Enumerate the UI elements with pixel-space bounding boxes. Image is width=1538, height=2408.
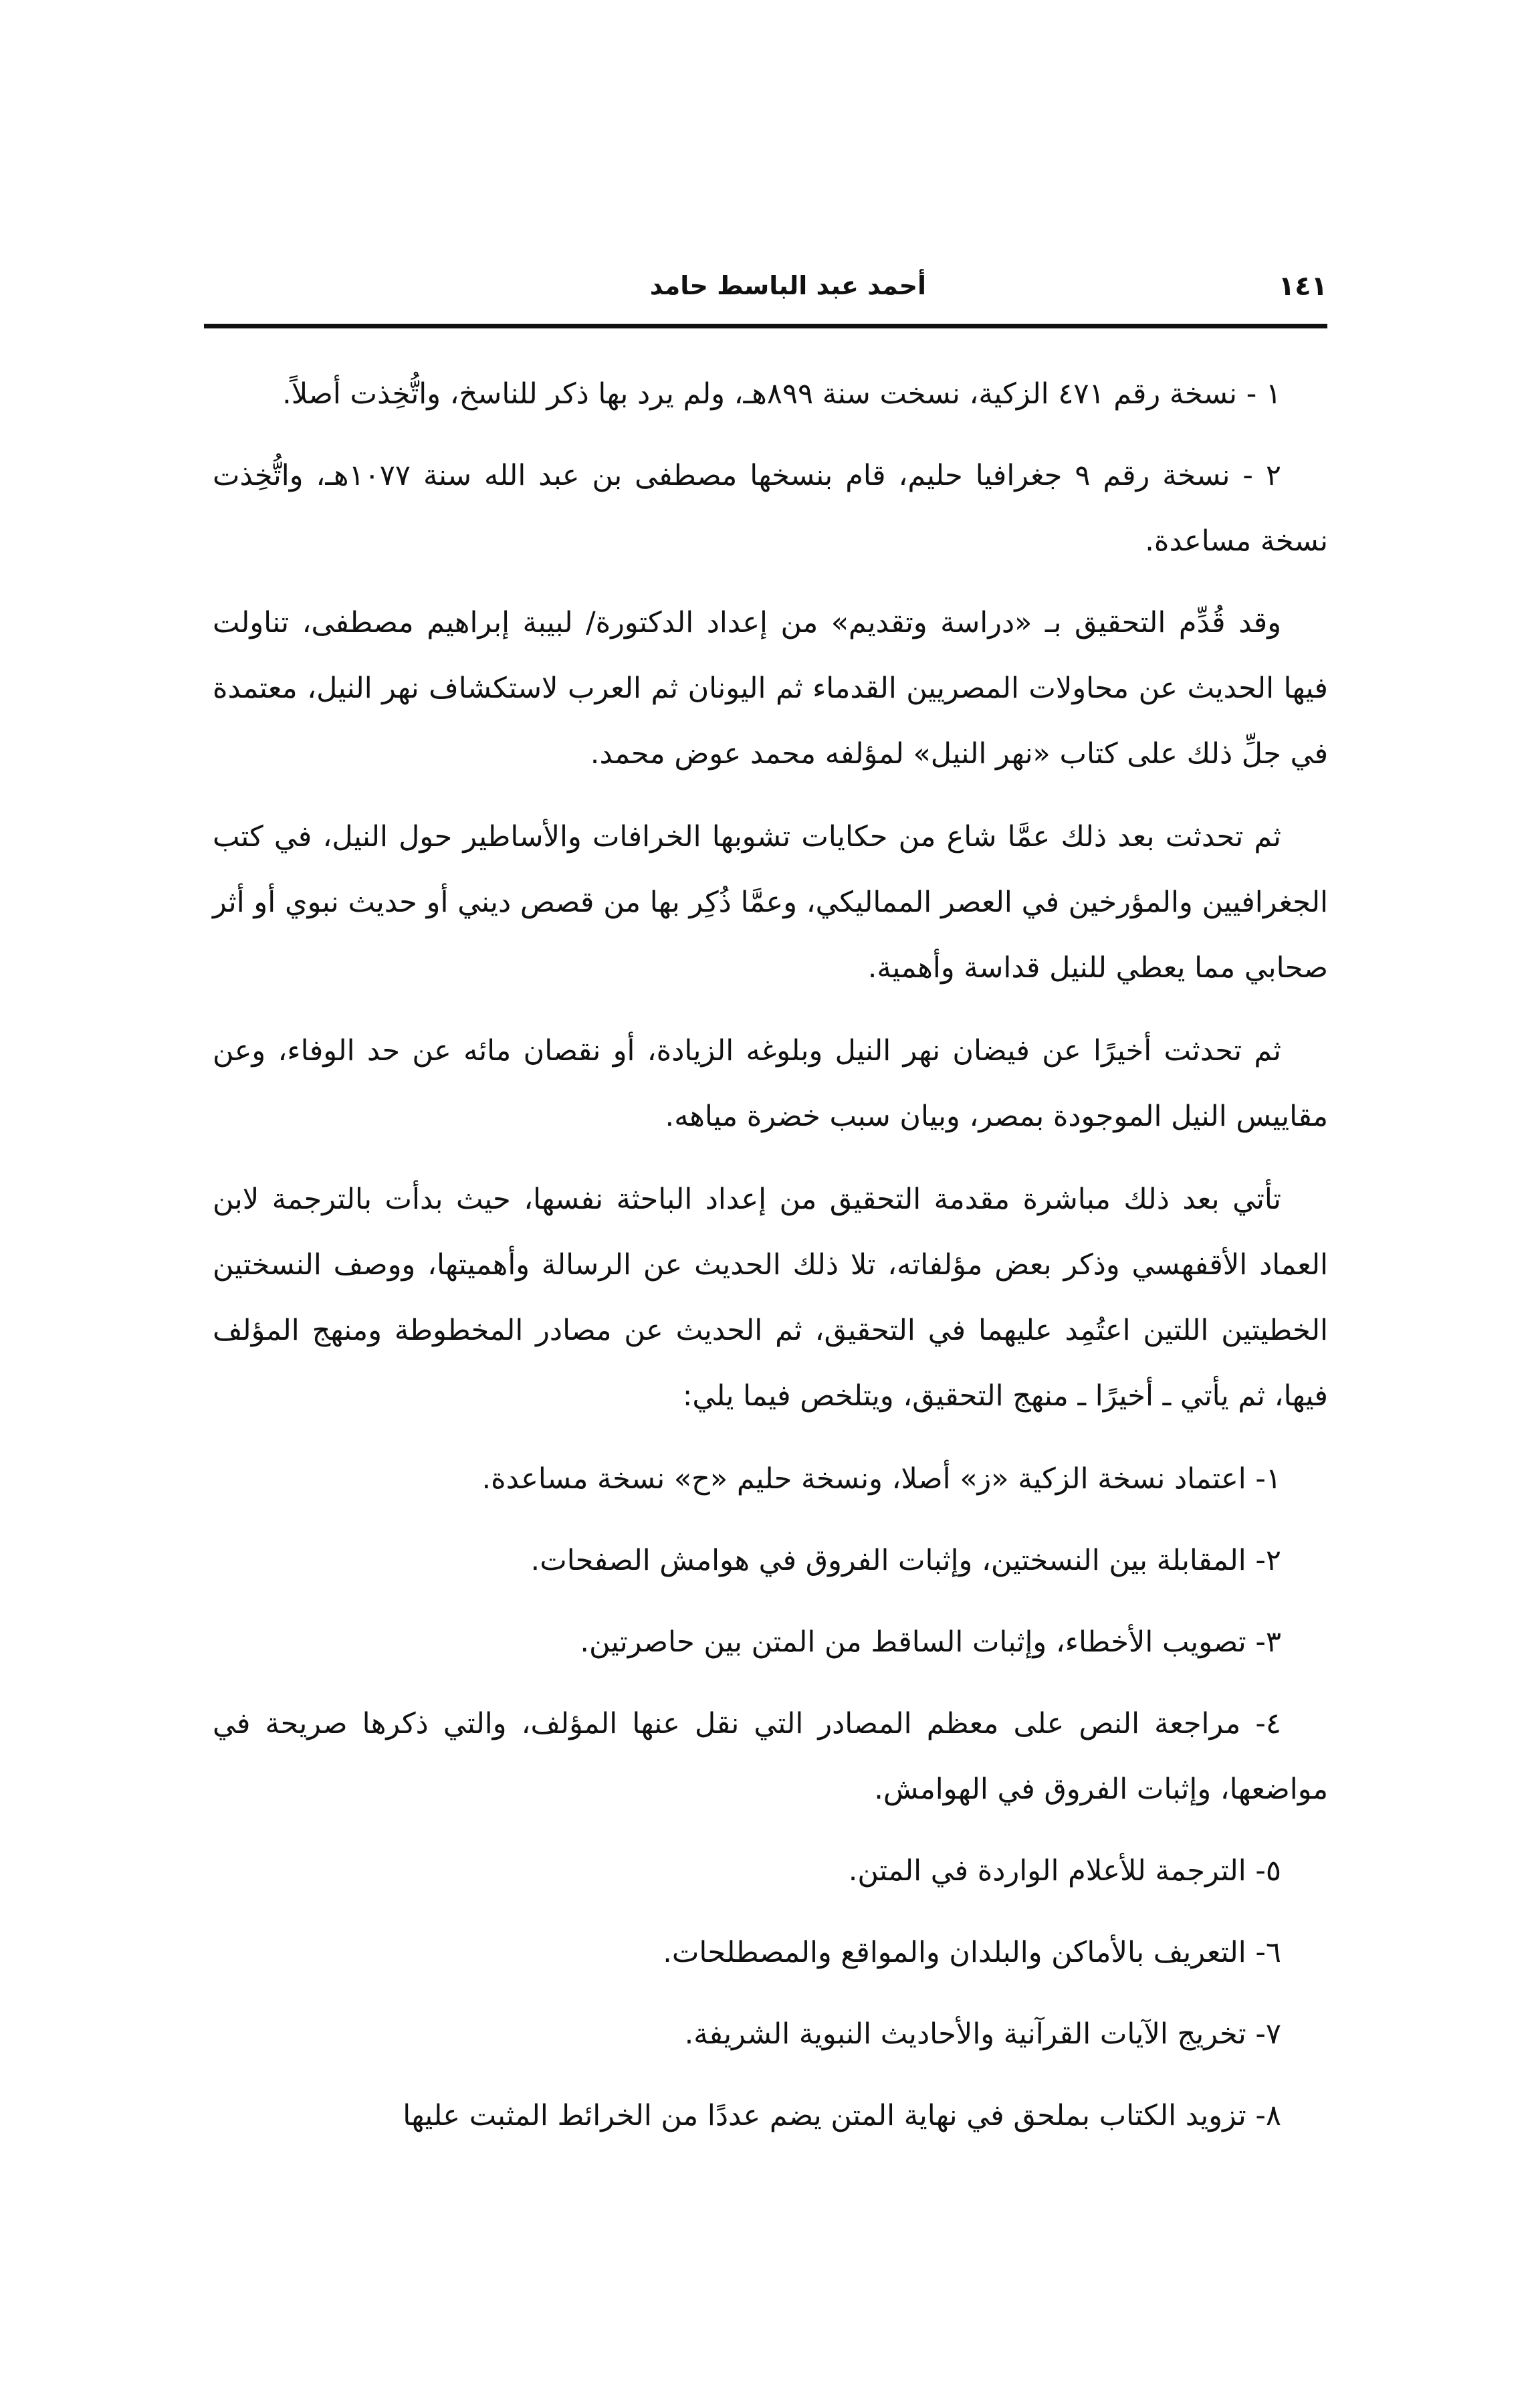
method-item-4: ٤- مراجعة النص على معظم المصادر التي نقل عنها المؤلف، والتي ذكرها صريحة في مواضعها، وإثبات الفروق في الهوامش. — [213, 1707, 1328, 1806]
method-item-7: ٧- تخريج الآيات القرآنية والأحاديث النبوية الشريفة. — [684, 2017, 1281, 2051]
method-item-6: ٦- التعريف بالأماكن والبلدان والمواقع والمصطلحات. — [663, 1936, 1281, 1969]
method-item-2: ٢- المقابلة بين النسختين، وإثبات الفروق في هوامش الصفحات. — [530, 1544, 1281, 1577]
method-item-5: ٥- الترجمة للأعلام الواردة في المتن. — [848, 1854, 1281, 1888]
method-item-1: ١- اعتماد نسخة الزكية «ز» أصلا، ونسخة حليم «ح» نسخة مساعدة. — [481, 1462, 1281, 1496]
running-title: أحمد عبد الباسط حامد — [649, 271, 926, 300]
paragraph-method-intro: تأتي بعد ذلك مباشرة مقدمة التحقيق من إعداد الباحثة نفسها، حيث بدأت بالترجمة لابن العماد الأقفهسي وذكر بعض مؤلفاته، تلا ذلك الحديث عن الرسالة وأهميتها، ووصف النسختين الخطيتين اللتين اعتُمِد عليهما في التحقيق، ثم الحديث عن مصادر المخطوطة ومنهج المؤلف فيها، ثم يأتي ـ أخيرًا ـ منهج التحقيق، ويتلخص فيما يلي: — [213, 1183, 1328, 1413]
header-rule — [204, 324, 1327, 328]
body-text — [213, 361, 1328, 2165]
page-number: ١٤١ — [1278, 271, 1327, 302]
paragraph-flood: ثم تحدثت أخيرًا عن فيضان نهر النيل وبلوغه الزيادة، أو نقصان مائه عن حد الوفاء، وعن مقاييس النيل الموجودة بمصر، وبيان سبب خضرة مياهه. — [213, 1034, 1328, 1133]
page-header — [204, 271, 1327, 324]
method-item-8: ٨- تزويد الكتاب بملحق في نهاية المتن يضم عددًا من الخرائط المثبت عليها — [403, 2099, 1281, 2132]
method-item-3: ٣- تصويب الأخطاء، وإثبات الساقط من المتن بين حاصرتين. — [580, 1625, 1281, 1659]
manuscript-item-1: ١ - نسخة رقم ٤٧١ الزكية، نسخت سنة ٨٩٩هـ، ولم يرد بها ذكر للناسخ، واتُّخِذت أصلاً. — [282, 377, 1281, 411]
paragraph-introduction: وقد قُدِّم التحقيق بـ «دراسة وتقديم» من إعداد الدكتورة/ لبيبة إبراهيم مصطفى، تناولت فيها الحديث عن محاولات المصريين القدماء ثم اليونان ثم العرب لاستكشاف نهر النيل، معتمدة في جلِّ ذلك على كتاب «نهر النيل» لمؤلفه محمد عوض محمد. — [213, 606, 1328, 771]
paragraph-legends: ثم تحدثت بعد ذلك عمَّا شاع من حكايات تشوبها الخرافات والأساطير حول النيل، في كتب الجغرافيين والمؤرخين في العصر المماليكي، وعمَّا ذُكِر بها من قصص ديني أو حديث نبوي أو أثر صحابي مما يعطي للنيل قداسة وأهمية. — [213, 820, 1328, 985]
manuscript-item-2: ٢ - نسخة رقم ٩ جغرافيا حليم، قام بنسخها مصطفى بن عبد الله سنة ١٠٧٧هـ، واتُّخِذت نسخة مساعدة. — [213, 459, 1328, 558]
